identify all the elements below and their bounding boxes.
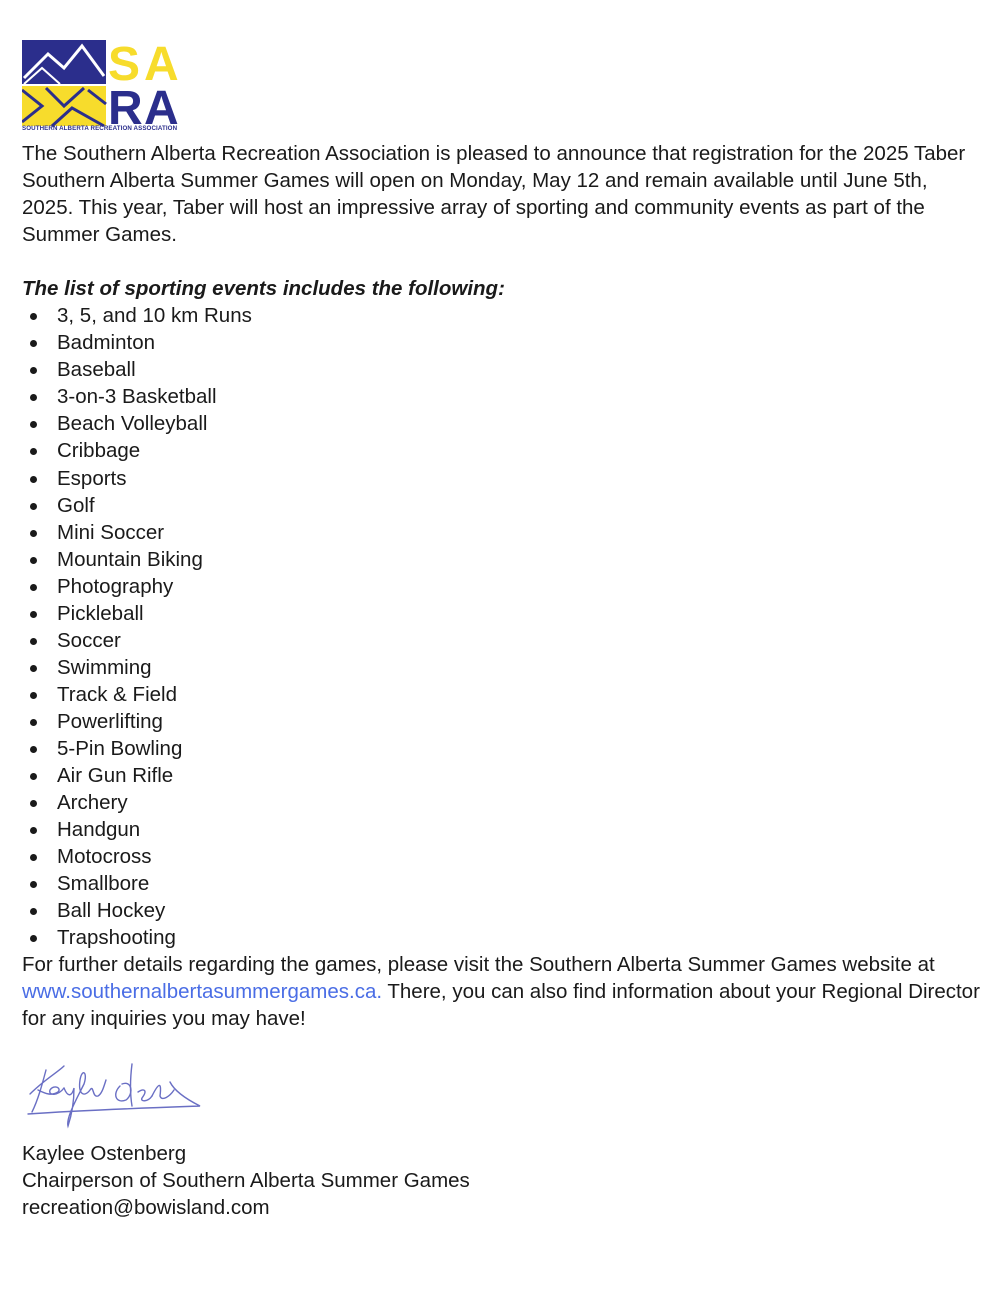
- event-list-item: 5-Pin Bowling: [22, 735, 984, 762]
- handwritten-signature: [24, 1050, 209, 1132]
- details-text-after: There, you can also find information about your Regional Director for any inquiries you may have!: [22, 980, 980, 1031]
- event-list-item: Baseball: [22, 356, 984, 383]
- event-list-item: Badminton: [22, 329, 984, 356]
- signer-email: recreation@bowisland.com: [22, 1196, 270, 1220]
- signer-name: Kaylee Ostenberg: [22, 1142, 187, 1165]
- event-list-item: Motocross: [22, 843, 984, 870]
- event-list-item: 3, 5, and 10 km Runs: [22, 302, 984, 329]
- logo-caption: SOUTHERN ALBERTA RECREATION ASSOCIATION: [22, 125, 178, 132]
- events-list: [22, 302, 984, 951]
- signer-title: Chairperson of Southern Alberta Summer Games: [22, 1169, 470, 1193]
- event-list-item: Esports: [22, 465, 984, 492]
- events-list-heading: The list of sporting events includes the following:: [22, 277, 505, 301]
- event-list-item: Soccer: [22, 627, 984, 654]
- details-text-before: For further details regarding the games, please visit the Southern Alberta Summer Games website at: [22, 953, 935, 977]
- details-paragraph: [22, 951, 984, 1032]
- event-list-item: Swimming: [22, 654, 984, 681]
- logo-letter-a2: A: [144, 82, 179, 134]
- event-list-item: Cribbage: [22, 437, 984, 464]
- event-list-item: Archery: [22, 789, 984, 816]
- sara-logo: [22, 38, 192, 134]
- event-list-item: Air Gun Rifle: [22, 762, 984, 789]
- event-list-item: Smallbore: [22, 870, 984, 897]
- event-list-item: Pickleball: [22, 600, 984, 627]
- event-list-item: Mountain Biking: [22, 546, 984, 573]
- event-list-item: Powerlifting: [22, 708, 984, 735]
- event-list-item: Photography: [22, 573, 984, 600]
- event-list-item: Track & Field: [22, 681, 984, 708]
- logo-letter-r: R: [108, 82, 143, 134]
- event-list-item: Golf: [22, 492, 984, 519]
- event-list-item: Ball Hockey: [22, 897, 984, 924]
- letter-body: [22, 140, 984, 1033]
- event-list-item: 3-on-3 Basketball: [22, 383, 984, 410]
- event-list-item: Beach Volleyball: [22, 410, 984, 437]
- event-list-item: Mini Soccer: [22, 519, 984, 546]
- logo-letter-s: S: [108, 38, 141, 91]
- intro-paragraph: The Southern Alberta Recreation Association is pleased to announce that registration for the 2025 Taber Southern Alberta Summer Games will open on Monday, May 12 and remain available until June 5th, 2025. This year, Taber will host an impressive array of sporting and community events as part of the Summer Games.: [22, 142, 966, 247]
- event-list-item: Trapshooting: [22, 924, 984, 951]
- logo-letter-a: A: [144, 38, 179, 91]
- event-list-item: Handgun: [22, 816, 984, 843]
- signature-block: [22, 1140, 470, 1221]
- games-website-link[interactable]: www.southernalbertasummergames.ca.: [22, 980, 383, 1004]
